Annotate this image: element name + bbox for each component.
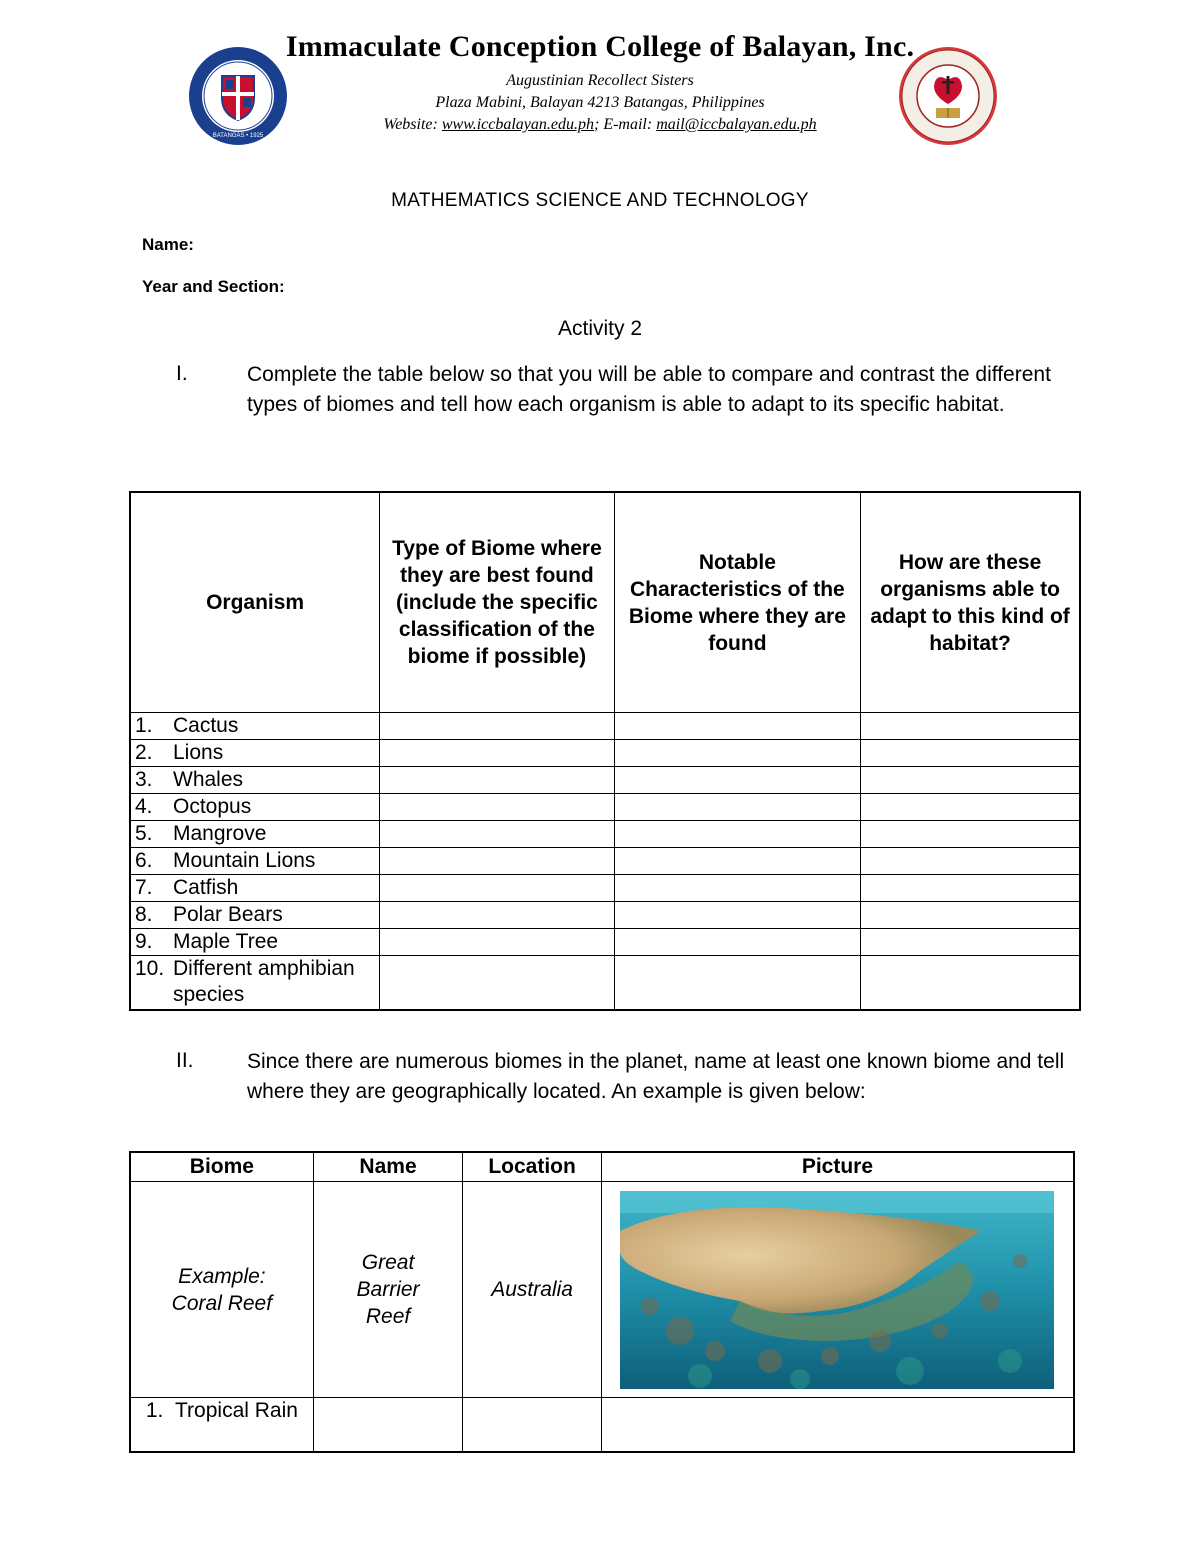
example-location: Australia — [463, 1182, 602, 1398]
college-name: Immaculate Conception College of Balayan, Inc. — [285, 30, 915, 63]
header-biome-type: Type of Biome where they are best found (include the specific classification of the biome if possible) — [380, 492, 614, 713]
coral-reef-picture — [620, 1191, 1054, 1389]
congregation-seal-logo — [898, 46, 998, 146]
college-seal-logo — [188, 46, 288, 146]
characteristics-cell[interactable] — [614, 875, 860, 902]
biome-cell — [130, 1398, 313, 1453]
part-two-numeral: II. — [176, 1049, 194, 1072]
characteristics-cell[interactable] — [614, 956, 860, 1011]
biome-cell[interactable] — [380, 767, 614, 794]
organism-cell: 10. Different amphibian species — [130, 956, 380, 1011]
header-characteristics: Notable Characteristics of the Biome where they are found — [614, 492, 860, 713]
congregation-line: Augustinian Recollect Sisters — [506, 72, 694, 89]
biome-cell[interactable] — [380, 740, 614, 767]
organism-cell: 4. Octopus — [130, 794, 380, 821]
biome-cell[interactable] — [380, 848, 614, 875]
row-number: 1. — [145, 1399, 164, 1422]
table-row — [130, 902, 1080, 929]
organism-cell: 6. Mountain Lions — [130, 848, 380, 875]
adaptation-cell[interactable] — [861, 956, 1080, 1011]
table-row — [130, 848, 1080, 875]
contact-line — [300, 116, 900, 134]
characteristics-cell[interactable] — [614, 767, 860, 794]
table-row — [130, 956, 1080, 1011]
header-picture: Picture — [601, 1152, 1074, 1182]
biome-cell[interactable] — [380, 875, 614, 902]
example-label: Example: — [178, 1264, 266, 1288]
header-biome: Biome — [130, 1152, 313, 1182]
biome-cell[interactable] — [380, 929, 614, 956]
table-row — [130, 821, 1080, 848]
year-section-label: Year and Section: — [142, 277, 285, 296]
table-row — [130, 794, 1080, 821]
biome-cell[interactable] — [380, 821, 614, 848]
biome-label: Tropical Rain — [175, 1399, 298, 1422]
website-label: Website: — [383, 116, 442, 133]
table-row — [130, 1398, 1074, 1453]
adaptation-cell[interactable] — [861, 875, 1080, 902]
characteristics-cell[interactable] — [614, 929, 860, 956]
email-label: ; E-mail: — [593, 116, 657, 133]
organism-cell: 5. Mangrove — [130, 821, 380, 848]
table-header-row — [130, 1152, 1074, 1182]
table-header-row — [130, 492, 1080, 713]
header-name: Name — [313, 1152, 463, 1182]
email-link[interactable]: mail@iccbalayan.edu.ph — [656, 116, 817, 133]
part-two-instructions: Since there are numerous biomes in the planet, name at least one known biome and tell where they are geographically located. An example is given below: — [247, 1050, 1065, 1103]
characteristics-cell[interactable] — [614, 794, 860, 821]
activity-title: Activity 2 — [557, 317, 643, 340]
example-name: Great Barrier Reef — [313, 1182, 463, 1398]
document-title: MATHEMATICS SCIENCE AND TECHNOLOGY — [391, 190, 809, 211]
table-row — [130, 713, 1080, 740]
organism-cell: 8. Polar Bears — [130, 902, 380, 929]
adaptation-cell[interactable] — [861, 929, 1080, 956]
svg-text:BATANGAS • 1925: BATANGAS • 1925 — [212, 133, 264, 139]
adaptation-cell[interactable] — [861, 740, 1080, 767]
biome-cell[interactable] — [380, 794, 614, 821]
adaptation-cell[interactable] — [861, 794, 1080, 821]
adaptation-cell[interactable] — [861, 767, 1080, 794]
header-organism: Organism — [130, 492, 380, 713]
table-row — [130, 929, 1080, 956]
organism-cell: 3. Whales — [130, 767, 380, 794]
table-row — [130, 875, 1080, 902]
biome-cell[interactable] — [380, 956, 614, 1011]
adaptation-cell[interactable] — [861, 713, 1080, 740]
organism-cell: 1. Cactus — [130, 713, 380, 740]
characteristics-cell[interactable] — [614, 902, 860, 929]
example-picture-cell — [601, 1182, 1074, 1398]
name-cell[interactable] — [313, 1398, 463, 1453]
organism-biome-table — [129, 491, 1081, 1011]
example-biome-cell — [130, 1182, 313, 1398]
table-row — [130, 740, 1080, 767]
website-link[interactable]: www.iccbalayan.edu.ph — [441, 116, 594, 133]
biome-cell[interactable] — [380, 902, 614, 929]
table-row — [130, 767, 1080, 794]
organism-cell: 9. Maple Tree — [130, 929, 380, 956]
characteristics-cell[interactable] — [614, 848, 860, 875]
address-line: Plaza Mabini, Balayan 4213 Batangas, Philippines — [435, 94, 765, 111]
adaptation-cell[interactable] — [861, 902, 1080, 929]
part-one-numeral: I. — [176, 362, 188, 385]
biome-cell[interactable] — [380, 713, 614, 740]
adaptation-cell[interactable] — [861, 821, 1080, 848]
example-row — [130, 1182, 1074, 1398]
part-one-instructions: Complete the table below so that you will be able to compare and contrast the different types of biomes and tell how each organism is able to adapt to its specific habitat. — [247, 363, 1051, 416]
example-biome: Coral Reef — [171, 1291, 273, 1315]
header-adaptation: How are these organisms able to adapt to this kind of habitat? — [861, 492, 1080, 713]
characteristics-cell[interactable] — [614, 713, 860, 740]
picture-cell[interactable] — [601, 1398, 1074, 1453]
location-cell[interactable] — [463, 1398, 602, 1453]
biome-location-table — [129, 1151, 1075, 1453]
organism-cell: 2. Lions — [130, 740, 380, 767]
header-location: Location — [463, 1152, 602, 1182]
organism-cell: 7. Catfish — [130, 875, 380, 902]
characteristics-cell[interactable] — [614, 821, 860, 848]
name-label: Name: — [142, 235, 194, 254]
characteristics-cell[interactable] — [614, 740, 860, 767]
adaptation-cell[interactable] — [861, 848, 1080, 875]
